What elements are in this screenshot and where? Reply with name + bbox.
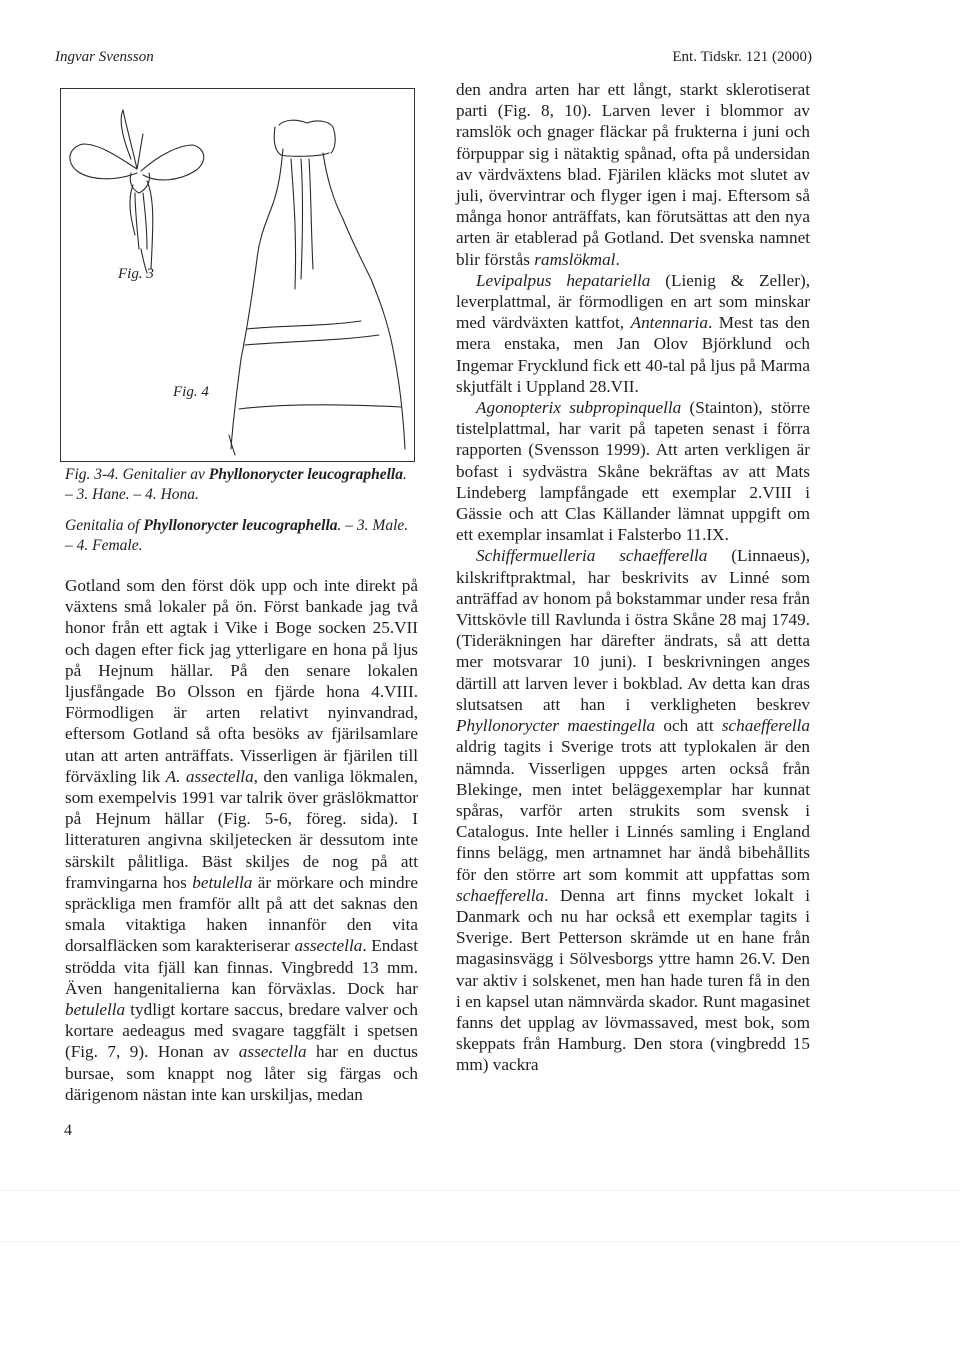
caption-en-suffix: . – 3. Male. – 4. Female.: [65, 517, 409, 554]
running-header-author: Ingvar Svensson: [55, 49, 154, 65]
caption-sv-prefix: Fig. 3-4. Genitalier av: [65, 466, 209, 483]
figure-caption-english: [65, 516, 418, 556]
female-genitalia-illustration: [229, 120, 405, 455]
figure-panel: [60, 88, 415, 462]
faint-divider: [0, 1241, 960, 1242]
figure-label-4: Fig. 4: [173, 384, 209, 400]
left-text-column: [65, 575, 418, 1105]
right-paragraph-3: Agonopterix subpropinquella (Stainton), större tistelplattmal, har varit på tapeten senast i förra rapporten (Svensson 1999). Att arten verkligen är bofast i sydvästra Skåne bekräftas av att Mats Lindeberg lampfångade ett exemplar 2.VIII i Gässie och att Clas Källander lämnat uppgift om ett exemplar insamlat i Falsterbo 11.IX.: [456, 398, 810, 545]
genitalia-drawing: [61, 89, 416, 463]
caption-sv-suffix: . – 3. Hane. – 4. Hona.: [65, 466, 407, 503]
caption-en-prefix: Genitalia of: [65, 517, 144, 534]
right-paragraph-1: den andra arten har ett långt, starkt sklerotiserat parti (Fig. 8, 10). Larven lever i blommor av ramslök och gnager fläckar på frukterna i juni och förpuppar sig i nätaktig spånad, ofta på undersidan av värdväxtens blad. Fjärilen kläcks mot slutet av juli, övervintrar och flyger igen i maj. Eftersom så många honor anträffats, kan förutsättas att den nya arten är etablerad på Gotland. Det svenska namnet blir förstås ramslökmal.: [456, 80, 810, 269]
left-paragraph-1: Gotland som den först dök upp och inte direkt på växtens små lokaler på ön. Först bankade jag två honor från ett agtak i Vike i Boge socken 25.VII och dagen efter fick jag ytterligare en hona på ljus på Hejnum hällar. På den senare lokalen ljusfångade Bo Olsson en fjärde hona 4.VIII. Förmodligen är arten relativt nyinvandrad, eftersom Gotland så ofta besöks av fjärilsamlare utan att arten anträffats. Visserligen är fjärilen till förväxling lik A. assectella, den vanliga lökmalen, som exempelvis 1991 var talrik över gräslökmattor på Hejnum hällar (Fig. 5-6, föreg. sida). I litteraturen angivna skiljetecken är dessutom inte särskilt pålitliga. Bäst skiljes de nog på att framvingarna hos betulella är mörkare och mindre spräckliga men framför allt på att det saknas den smala vitaktiga haken innanför den vita dorsalfläcken som karakteriserar assectella. Endast strödda vita fjäll kan finnas. Vingbredd 13 mm. Även hangenitalierna kan förväxlas. Dock har betulella tydligt kortare saccus, bredare valver och kortare aedeagus med svagare taggfält i spetsen (Fig. 7, 9). Honan av assectella har en ductus bursae, som knappt nog låter sig färgas och därigenom nästan inte kan urskiljas, medan: [65, 576, 418, 1104]
figure-caption-swedish: [65, 465, 418, 505]
page-margin-strip: [0, 1190, 960, 1359]
page-number: 4: [64, 1122, 72, 1139]
figure-label-3: Fig. 3: [118, 266, 154, 282]
male-genitalia-illustration: [70, 110, 204, 273]
right-paragraph-4: Schiffermuelleria schaefferella (Linnaeus), kilskriftpraktmal, har beskrivits av Linné som anträffad av honom på bokstammar under resa från Vittskövle till Ravlunda i östra Skåne 28 maj 1749. (Tideräkningen har därefter ändrats, så att detta mer motsvarar 10 juni). I beskrivningen anges därtill att larven lever i bokblad. Av detta kan dras slutsatsen att han i verkligheten beskrev Phyllonorycter maestingella och att schaefferella aldrig tagits i Sverige trots att typlokalen är den nämnda. Visserligen uppges arten också från Blekinge, men intet beläggexemplar har kunnat spåras, varför arten strukits som svensk i Catalogus. Inte heller i Linnés samling i England finns belägg, men artnamnet har ändå bibehållits för den större art som kommit att uppfattas som schaefferella. Denna art finns mycket lokalt i Danmark och nu har också ett exemplar tagits i Sverige. Bert Petterson skrämde ut en hane från magasinsvägg i Sölvesborgs yttre hamn 26.V. Den var aktiv i solskenet, men han hade turen få in den i en kapsel utan nämnvärda skador. Runt magasinet fanns det upplag av lövmassaved, mest bok, som skeppats från Hamburg. Den stora (vingbredd 15 mm) vackra: [456, 546, 810, 1075]
running-header-journal: Ent. Tidskr. 121 (2000): [672, 49, 812, 65]
caption-sv-species: Phyllonorycter leucographella: [208, 466, 403, 483]
right-text-column: [456, 79, 810, 1076]
caption-en-species: Phyllonorycter leucographella: [143, 517, 338, 534]
right-paragraph-2: Levipalpus hepatariella (Lienig & Zeller), leverplattmal, är förmodligen en art som minskar med värdväxten kattfot, Antennaria. Mest tas den mera enstaka, men Jan Olov Björklund och Ingemar Frycklund fick ett 40-tal på ljus på Marma skjutfält i Uppland 28.VII.: [456, 270, 811, 396]
